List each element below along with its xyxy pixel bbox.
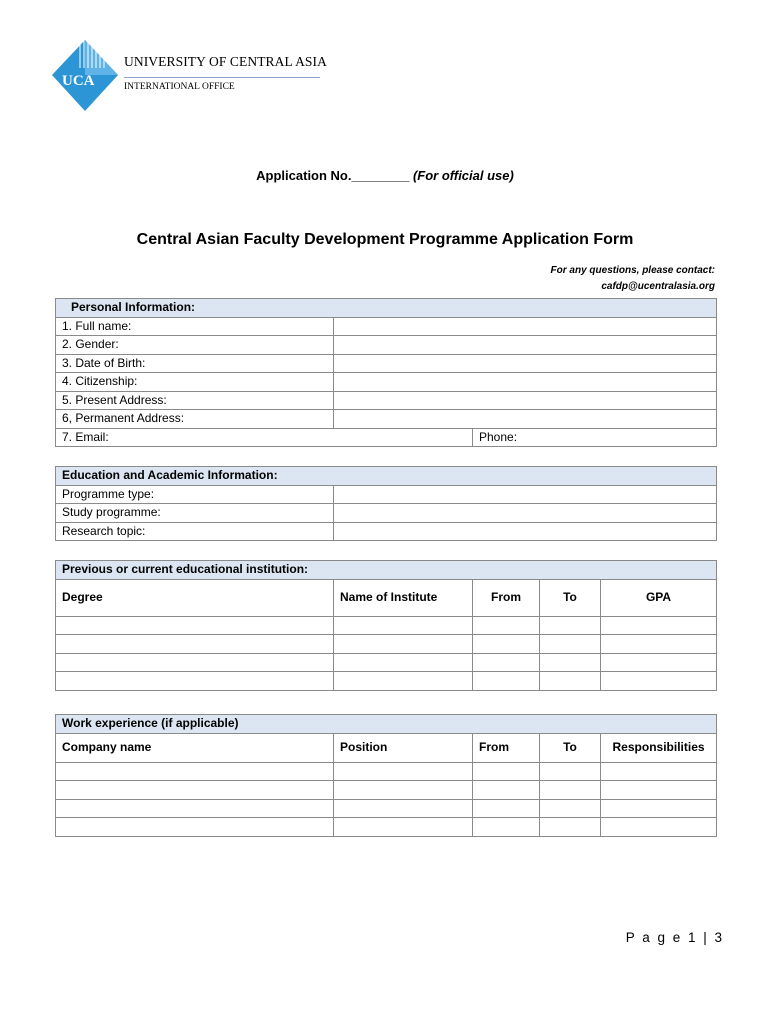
section-heading: Personal Information:: [56, 299, 717, 318]
table-cell[interactable]: [540, 672, 601, 691]
table-cell[interactable]: [334, 818, 473, 837]
contact-line: For any questions, please contact:: [550, 265, 715, 276]
column-header: To: [540, 733, 601, 762]
table-cell[interactable]: [540, 762, 601, 781]
contact-email[interactable]: cafdp@ucentralasia.org: [601, 281, 715, 292]
gender-field[interactable]: [334, 336, 717, 355]
office-name: INTERNATIONAL OFFICE: [124, 82, 235, 92]
table-cell[interactable]: [334, 616, 473, 635]
uca-logo-icon: [50, 38, 120, 113]
table-row: [56, 781, 717, 800]
table-cell[interactable]: [473, 672, 540, 691]
university-logo: [50, 38, 327, 113]
field-label: 3. Date of Birth:: [56, 354, 334, 373]
contact-info: [551, 263, 715, 295]
education-table: [55, 466, 717, 541]
table-cell[interactable]: [473, 616, 540, 635]
field-label: Programme type:: [56, 485, 334, 504]
table-cell[interactable]: [56, 653, 334, 672]
table-row: [56, 635, 717, 654]
field-label: 2. Gender:: [56, 336, 334, 355]
table-row: [56, 818, 717, 837]
table-cell[interactable]: [56, 635, 334, 654]
logo-text: UCA: [62, 73, 95, 89]
section-heading: Work experience (if applicable): [56, 715, 717, 734]
table-cell[interactable]: [601, 799, 717, 818]
table-cell[interactable]: [601, 635, 717, 654]
table-cell[interactable]: [540, 616, 601, 635]
section-heading: Education and Academic Information:: [56, 467, 717, 486]
logo-divider: [124, 77, 320, 78]
column-header: Name of Institute: [334, 579, 473, 616]
table-cell[interactable]: [601, 653, 717, 672]
table-cell[interactable]: [601, 781, 717, 800]
study-programme-field[interactable]: [334, 504, 717, 523]
table-cell[interactable]: [334, 635, 473, 654]
table-row: [56, 672, 717, 691]
table-row: [56, 616, 717, 635]
table-cell[interactable]: [56, 672, 334, 691]
table-cell[interactable]: [601, 672, 717, 691]
citizenship-field[interactable]: [334, 373, 717, 392]
table-cell[interactable]: [334, 799, 473, 818]
table-cell[interactable]: [334, 781, 473, 800]
table-cell[interactable]: [540, 635, 601, 654]
date-of-birth-field[interactable]: [334, 354, 717, 373]
phone-field[interactable]: Phone:: [473, 428, 717, 447]
personal-information-table: [55, 298, 717, 447]
permanent-address-field[interactable]: [334, 410, 717, 429]
column-header: Degree: [56, 579, 334, 616]
field-label: 6, Permanent Address:: [56, 410, 334, 429]
table-cell[interactable]: [473, 799, 540, 818]
table-cell[interactable]: [56, 762, 334, 781]
application-number-label: Application No.________: [256, 168, 410, 183]
column-header: To: [540, 579, 601, 616]
field-label: Research topic:: [56, 522, 334, 541]
column-header: From: [473, 579, 540, 616]
section-heading: Previous or current educational institution:: [56, 561, 717, 580]
table-cell[interactable]: [540, 653, 601, 672]
application-number: [0, 168, 770, 183]
table-cell[interactable]: [473, 762, 540, 781]
full-name-field[interactable]: [334, 317, 717, 336]
table-cell[interactable]: [56, 781, 334, 800]
table-cell[interactable]: [540, 799, 601, 818]
column-header: Responsibilities: [601, 733, 717, 762]
table-cell[interactable]: [334, 762, 473, 781]
official-use-note: (For official use): [412, 168, 514, 183]
field-label: Study programme:: [56, 504, 334, 523]
table-cell[interactable]: [601, 818, 717, 837]
page-number: P a g e 1 | 3: [625, 930, 724, 945]
table-cell[interactable]: [56, 799, 334, 818]
table-cell[interactable]: [601, 616, 717, 635]
email-field[interactable]: 7. Email:: [56, 428, 473, 447]
column-header: Company name: [56, 733, 334, 762]
table-cell[interactable]: [473, 653, 540, 672]
work-experience-table: [55, 714, 717, 837]
field-label: 1. Full name:: [56, 317, 334, 336]
page-title: Central Asian Faculty Development Programme Application Form: [136, 231, 634, 248]
present-address-field[interactable]: [334, 391, 717, 410]
table-cell[interactable]: [473, 635, 540, 654]
table-row: [56, 762, 717, 781]
column-header: Position: [334, 733, 473, 762]
table-row: [56, 799, 717, 818]
column-header: From: [473, 733, 540, 762]
table-cell[interactable]: [473, 818, 540, 837]
table-row: [56, 653, 717, 672]
table-cell[interactable]: [56, 616, 334, 635]
table-cell[interactable]: [56, 818, 334, 837]
programme-type-field[interactable]: [334, 485, 717, 504]
university-name: UNIVERSITY OF CENTRAL ASIA: [124, 54, 327, 69]
table-cell[interactable]: [540, 781, 601, 800]
table-cell[interactable]: [473, 781, 540, 800]
table-cell[interactable]: [540, 818, 601, 837]
field-label: 4. Citizenship:: [56, 373, 334, 392]
table-cell[interactable]: [334, 653, 473, 672]
research-topic-field[interactable]: [334, 522, 717, 541]
table-cell[interactable]: [601, 762, 717, 781]
previous-education-table: [55, 560, 717, 691]
table-cell[interactable]: [334, 672, 473, 691]
field-label: 5. Present Address:: [56, 391, 334, 410]
column-header: GPA: [601, 579, 717, 616]
